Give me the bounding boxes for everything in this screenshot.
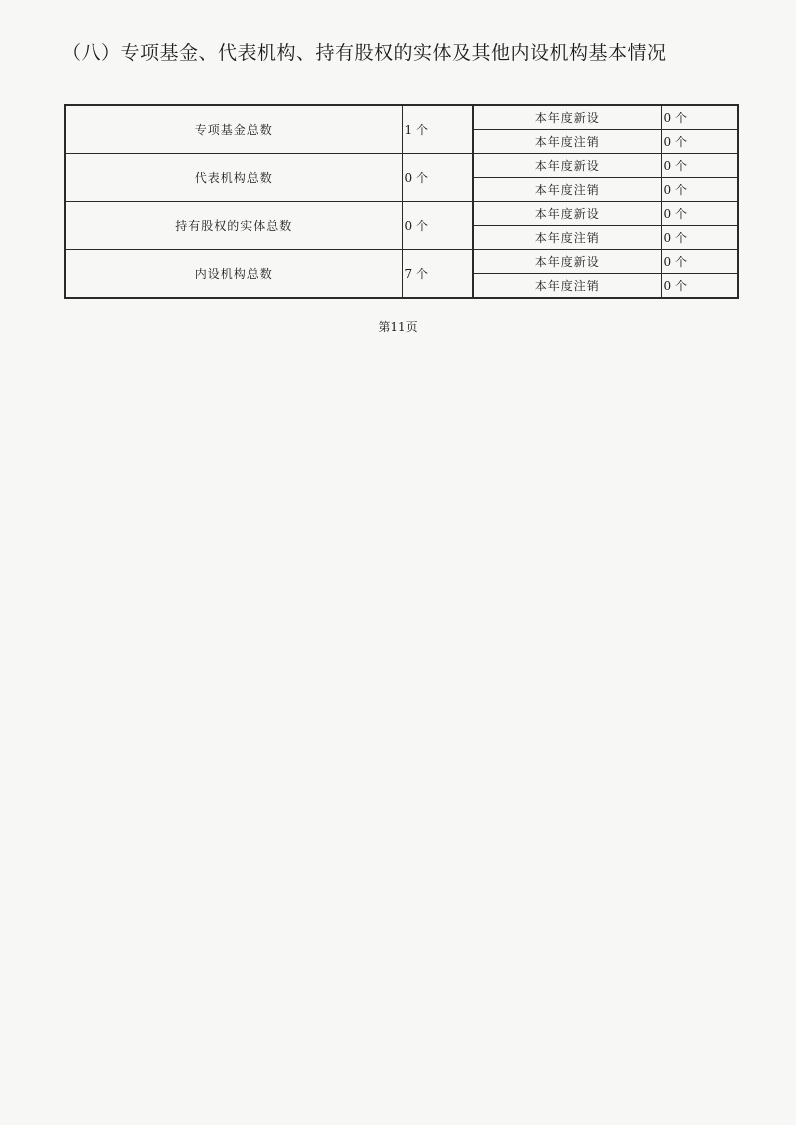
sub-label: 本年度新设 (473, 154, 661, 178)
category-count: 0 个 (402, 202, 473, 250)
category-name: 代表机构总数 (65, 154, 402, 202)
table-row (65, 154, 738, 178)
page-number: 第11页 (378, 320, 418, 334)
sub-label: 本年度注销 (473, 178, 661, 202)
table-row (65, 202, 738, 226)
sub-value: 0 个 (661, 202, 738, 226)
organization-summary-table (64, 104, 739, 299)
sub-label: 本年度新设 (473, 202, 661, 226)
page-title: （八）专项基金、代表机构、持有股权的实体及其他内设机构基本情况 (62, 42, 667, 64)
sub-label: 本年度注销 (473, 226, 661, 250)
category-name: 专项基金总数 (65, 105, 402, 154)
sub-value: 0 个 (661, 130, 738, 154)
category-count: 0 个 (402, 154, 473, 202)
sub-value: 0 个 (661, 105, 738, 130)
sub-label: 本年度新设 (473, 105, 661, 130)
sub-value: 0 个 (661, 226, 738, 250)
table-row (65, 250, 738, 274)
table-row (65, 105, 738, 130)
category-count: 1 个 (402, 105, 473, 154)
category-name: 持有股权的实体总数 (65, 202, 402, 250)
sub-value: 0 个 (661, 178, 738, 202)
sub-label: 本年度注销 (473, 130, 661, 154)
sub-value: 0 个 (661, 154, 738, 178)
sub-value: 0 个 (661, 274, 738, 299)
sub-value: 0 个 (661, 250, 738, 274)
sub-label: 本年度新设 (473, 250, 661, 274)
category-count: 7 个 (402, 250, 473, 299)
sub-label: 本年度注销 (473, 274, 661, 299)
category-name: 内设机构总数 (65, 250, 402, 299)
